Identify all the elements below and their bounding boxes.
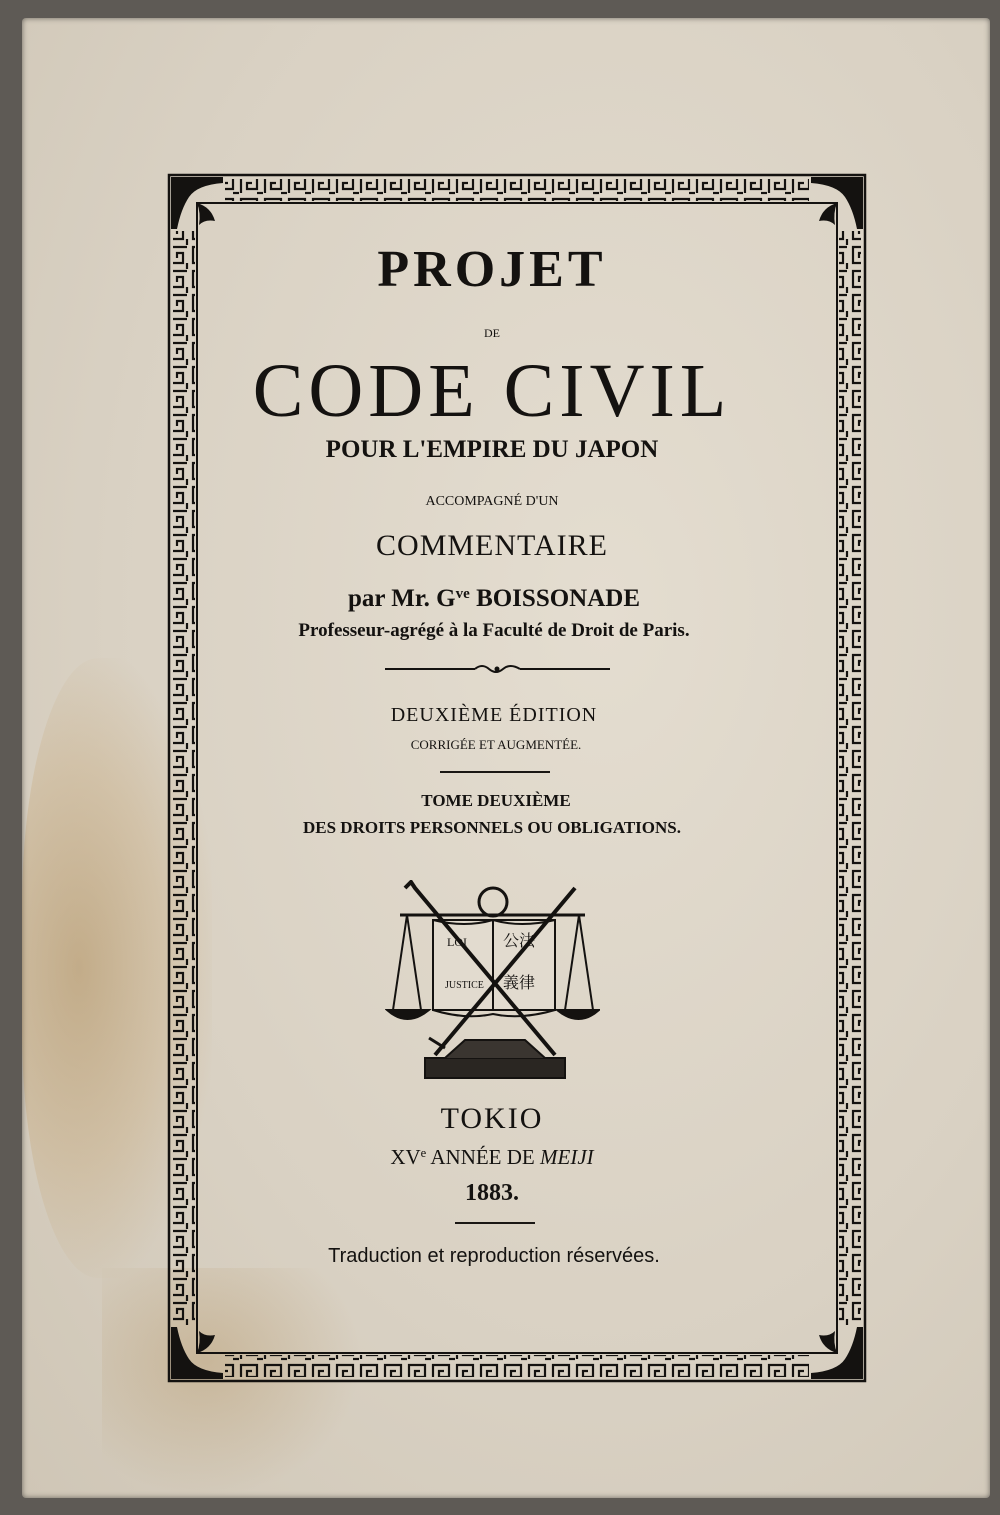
annee-sup: e	[420, 1146, 427, 1161]
text-accompagne: ACCOMPAGNÉ D'UN	[425, 494, 559, 509]
emblem-justice: JUSTICE	[445, 980, 484, 991]
reserved-line: Traduction et reproduction réservées.	[328, 1245, 660, 1267]
year-line: 1883.	[465, 1180, 519, 1206]
corrigee-line: CORRIGÉE ET AUGMENTÉE.	[410, 737, 582, 752]
annee-meiji: MEIJI	[540, 1145, 594, 1169]
title-de: DE	[484, 326, 500, 340]
author-par: par Mr. G	[347, 585, 456, 612]
text-commentaire: COMMENTAIRE	[376, 529, 608, 562]
emblem-kanji-top: 公法	[503, 931, 536, 950]
droits-line: DES DROITS PERSONNELS OU OBLIGATIONS.	[302, 818, 682, 837]
annee-roman: XV	[390, 1145, 421, 1169]
tome-line: TOME DEUXIÈME	[421, 791, 571, 810]
author-title: Professeur-agrégé à la Faculté de Droit de Paris.	[298, 620, 690, 641]
ornamental-rule	[385, 662, 610, 676]
author-name: BOISSONADE	[469, 585, 641, 612]
title-projet: PROJET	[377, 241, 607, 298]
author-line	[0, 585, 994, 613]
emblem-kanji-bottom: 義律	[503, 973, 536, 992]
title-code-civil: CODE CIVIL	[252, 349, 732, 433]
annee-line	[0, 1145, 992, 1170]
divider	[440, 771, 550, 773]
subtitle-empire: POUR L'EMPIRE DU JAPON	[325, 436, 659, 463]
emblem-loi: LOI	[447, 935, 467, 949]
author-sup: ve	[455, 585, 470, 602]
place-tokio: TOKIO	[440, 1102, 544, 1135]
divider	[455, 1222, 535, 1224]
edition-line: DEUXIÈME ÉDITION	[390, 704, 598, 726]
scales-of-justice-emblem	[385, 880, 600, 1085]
annee-mid: ANNÉE DE	[426, 1145, 541, 1169]
